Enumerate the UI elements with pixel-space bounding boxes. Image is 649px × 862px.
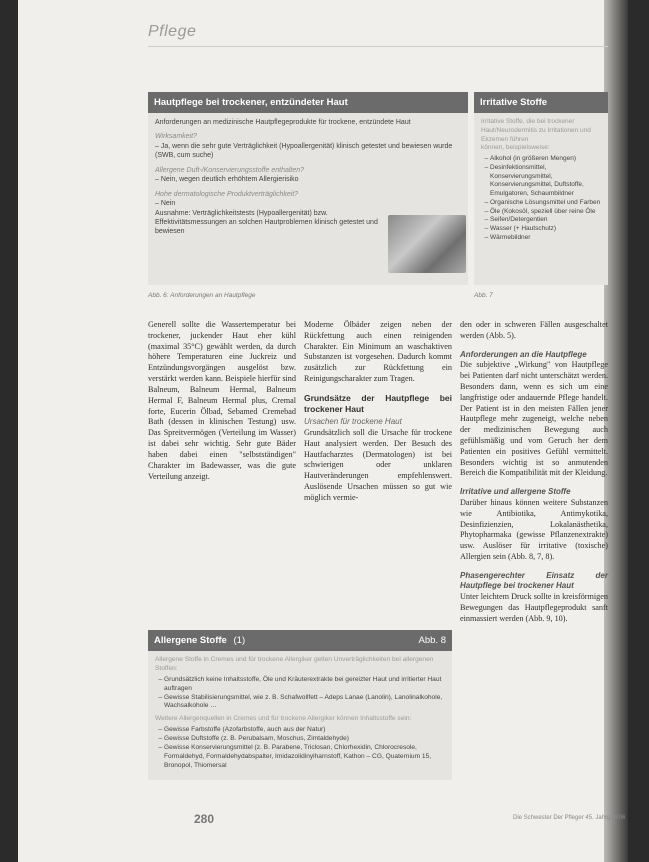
col3-body-3: Unter leichtem Druck sollte in kreisförmigen Bewegungen das Hautpflegeprodukt sanft einmassiert werden (Abb. 9, 10). [460, 591, 608, 623]
text-column-1: Generell sollte die Wassertemperatur bei trockener, juckender Haut eher kühl (maximal 35°C) gewählt werden, da durch höhere Temperaturen eine Juckreiz und Entzündungsvorgängen ausgelöst bzw. verstärkt werden kann. Beispiele hierfür sind Balneum, Balneum Hermal, Balneum Hermal F, Balneum Hermal plus, Cremal forte, Eucerin Ölbad, Sebamed Cremebad Bath (dessen in klinischen Testung) usw. Das Spreitvermögen (Verteilung im Wasser) ist dabei sehr wichtig. Sehr gute Bäder haben dabei einen "selbstständigen" Charakter im Badewasser, was die gute Verteilung anzeigt. [148, 320, 296, 481]
allergens-figure-number: Abb. 8 [418, 635, 446, 646]
allergens-title-suffix: (1) [233, 635, 246, 646]
allergen-item: – Gewisse Farbstoffe (Azofarbstoffe, auch aus der Natur) [164, 726, 445, 735]
text-column-2 [304, 320, 452, 504]
allergens-box [148, 630, 452, 780]
box-question-2: Allergene Duft-/Konservierungsstoffe enthalten? [155, 166, 305, 174]
col2-heading: Grundsätze der Hautpflege bei trockener Haut [304, 392, 452, 415]
allergen-item: – Gewisse Konservierungsmittel (z. B. Parabene, Triclosan, Chlorhexidin, Chlorocresole, Formaldehyd, Formaldehydabspalter, Imidazolidinylharnstoff, Kathon – CG, Quaternium 15, Bronopol, Thiomersal [164, 744, 445, 771]
box-answer-3: – Nein Ausnahme: Verträglichkeitstests (Hypoallergenität) bzw. Effektivitätsmessungen an solchen Hautproblemen klinisch getestet und bewiesen [155, 200, 378, 236]
page-number: 280 [194, 812, 215, 826]
box-answer-2: – Nein, wegen deutlich erhöhtem Allergierisiko [155, 176, 299, 184]
allergen-item: – Grundsätzlich keine Inhaltsstoffe, Öle und Kräuterextrakte bei gereizter Haut und irritierter Haut auftragen [164, 676, 445, 694]
col3-body-1: Die subjektive „Wirkung" von Hautpflege bei Patienten darf nicht unterschätzt werden. Besonders dann, wenn es sich um eine langfristige oder andauernde Pflege handelt. Der Patient ist in den meisten Fällen jener Hautpflege mehr zugeneigt, welche neben der medizinischen Bewegung auch gefühlsmäßig und vom Geruch her dem Patienten ein positives Gefühl vermittelt. Besonders wichtig ist so anmutenden Bereich die Kompatibilität mit der Kleidung. [460, 360, 608, 478]
irritant-item: – Organische Lösungsmittel und Farben [490, 199, 601, 208]
text-column-3 [460, 320, 608, 624]
allergen-item: – Gewisse Duftstoffe (z. B. Perubalsam, Moschus, Zimtaldehyde) [164, 735, 445, 744]
col2-paragraph: Moderne Ölbäder zeigen neben der Rückfettung auch einen reinigenden Charakter. Ein Minimum an waschaktiven Substanzen ist vorgesehen. Dadurch kommt zusätzlich zur Rückfettung ein Reinigungscharakter zum Tragen. [304, 320, 452, 384]
col3-body-2: Darüber hinaus können weitere Substanzen wie Antibiotika, Antimykotika, Desinfizienzien, Lokalanästhetika, Phytopharmaka (gewisse Pflanzenextrakte) usw. Auslöser für irritative (toxische) Allergien sein (Abb. 8, 7, 8). [460, 497, 608, 561]
allergens-title [148, 630, 452, 651]
irritants-title: Irritative Stoffe [474, 92, 608, 113]
col2-subheading: Ursachen für trockene Haut [304, 417, 402, 427]
allergens-sub-2: Weitere Allergenquellen in Cremes und für trockene Allergiker können Inhaltsstoffe sein: [155, 715, 412, 723]
irritants-box [474, 92, 608, 285]
col3-subheading-3: Phasengerechter Einsatz der Hautpflege bei trockener Haut [460, 570, 608, 591]
allergens-title-text: Allergene Stoffe [154, 635, 227, 646]
box-title: Hautpflege bei trockener, entzündeter Haut [148, 92, 468, 113]
irritant-item: – Seifen/Detergentien [490, 216, 601, 225]
irritants-line-2: können, beispielsweise: [481, 144, 550, 152]
irritant-item: – Wasser (+ Hautschutz) [490, 225, 601, 234]
col3-subheading-1: Anforderungen an die Hautpflege [460, 349, 587, 359]
col3-top: den oder in schweren Fällen ausgeschaltet werden (Abb. 5). [460, 320, 608, 340]
header-rule [148, 46, 608, 47]
irritant-item: – Wärmebildner [490, 234, 601, 243]
journal-source: Die Schwester Der Pfleger 45. Jahrg. 4/06 [513, 815, 626, 821]
section-header: Pflege [148, 23, 197, 40]
box-question-3: Hohe dermatologische Produktverträglichkeit? [155, 190, 299, 198]
irritant-item: – Öle (Kokosöl, speziell über reine Öle [490, 208, 601, 217]
col3-subheading-2: Irritative und allergene Stoffe [460, 487, 571, 497]
allergen-item: – Gewisse Stabilisierungsmittel, wie z. B. Schafwollfett – Adeps Lanae (Lanolin), Lanolinalkohole, Wachsalkohole … [164, 694, 445, 712]
irritants-line-1: Irritative Stoffe, die bei trockener Haut/Neurodermitis zu Irritationen und Ekzemen führen [481, 118, 591, 143]
box-answer-1: – Ja, wenn die sehr gute Verträglichkeit (Hypoallergenität) klinisch getestet und bewiesen wurde (SWB, cum suche) [155, 142, 453, 160]
box-question-1: Wirksamkeit? [155, 133, 197, 141]
skin-photo [388, 215, 466, 273]
irritant-item: – Alkohol (in größeren Mengen) [490, 155, 601, 164]
figure-caption-7: Abb. 7 [474, 292, 493, 299]
col2-body: Grundsätzlich soll die Ursache für trockene Haut analysiert werden. Der Besuch des Hautfacharztes (Dermatologen) ist bei schwierigen oder unklaren Hautveränderungen empfehlenswert. Auslösende Ursachen müssen so gut wie möglich vermie- [304, 427, 452, 502]
page [18, 0, 628, 862]
irritant-item: – Desinfektionsmittel, Konservierungsmittel, Konservierungsmittel, Duftstoffe, Emulgatoren, Schaumbildner [490, 164, 601, 199]
figure-caption-6: Abb. 6: Anforderungen an Hautpflege [148, 292, 256, 299]
allergens-sub-1: Allergene Stoffe in Cremes und für trockene Allergiker gelten Unverträglichkeiten bei allergenen Stoffen: [155, 656, 434, 672]
box-intro: Anforderungen an medizinische Hautpflegeprodukte für trockene, entzündete Haut [155, 119, 411, 126]
